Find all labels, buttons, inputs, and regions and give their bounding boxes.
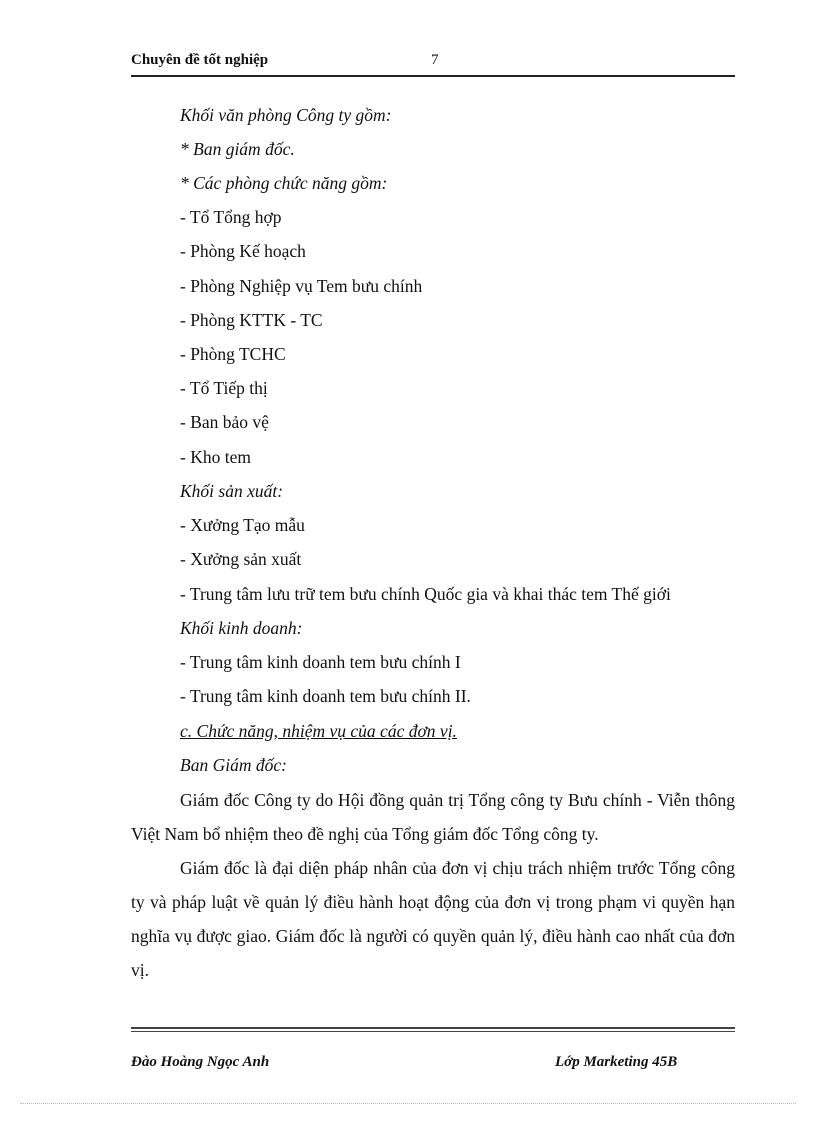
list-item: - Ban bảo vệ [180, 412, 269, 432]
page-header [131, 52, 735, 76]
page-number: 7 [431, 52, 439, 68]
body-paragraph: Giám đốc Công ty do Hội đồng quản trị Tổng công ty Bưu chính - Viễn thông Việt Nam bổ nhiệm theo đề nghị của Tổng giám đốc Tổng công ty. [131, 790, 735, 844]
body-paragraph: Giám đốc là đại diện pháp nhân của đơn vị chịu trách nhiệm trước Tổng công ty và pháp luật về quản lý điều hành hoạt động của đơn vị trong phạm vi quyền hạn nghĩa vụ được giao. Giám đốc là người có quyền quản lý, điều hành cao nhất của đơn vị. [131, 858, 735, 980]
section-heading-functions: c. Chức năng, nhiệm vụ của các đơn vị. [180, 721, 457, 741]
list-item: - Trung tâm kinh doanh tem bưu chính II. [180, 686, 471, 706]
footer-class: Lớp Marketing 45B [555, 1054, 678, 1070]
list-item: - Xưởng Tạo mẫu [180, 515, 305, 535]
section-heading-production: Khối sản xuất: [180, 481, 284, 501]
header-rule [131, 75, 735, 77]
document-title: Chuyên đề tốt nghiệp [131, 52, 269, 68]
list-item: - Phòng TCHC [180, 344, 286, 364]
page-edge-dotted-line [20, 1103, 796, 1104]
list-item: - Tổ Tổng hợp [180, 207, 282, 227]
list-item: - Xưởng sản xuất [180, 549, 302, 569]
section-heading-office: Khối văn phòng Công ty gồm: [180, 105, 392, 125]
list-item: - Phòng KTTK - TC [180, 310, 323, 330]
list-item: * Các phòng chức năng gồm: [180, 173, 388, 193]
footer-author: Đào Hoàng Ngọc Anh [131, 1054, 270, 1070]
footer-rule [131, 1027, 735, 1029]
list-item: - Trung tâm lưu trữ tem bưu chính Quốc gia và khai thác tem Thế giới [180, 584, 671, 604]
list-item: - Trung tâm kinh doanh tem bưu chính I [180, 652, 461, 672]
section-heading-board: Ban Giám đốc: [180, 755, 287, 775]
list-item: - Phòng Nghiệp vụ Tem bưu chính [180, 276, 423, 296]
list-item: - Phòng Kế hoạch [180, 241, 306, 261]
section-heading-business: Khối kinh doanh: [180, 618, 303, 638]
footer-rule [131, 1031, 735, 1032]
list-item: - Kho tem [180, 447, 251, 467]
list-item: * Ban giám đốc. [180, 139, 295, 159]
list-item: - Tổ Tiếp thị [180, 378, 268, 398]
